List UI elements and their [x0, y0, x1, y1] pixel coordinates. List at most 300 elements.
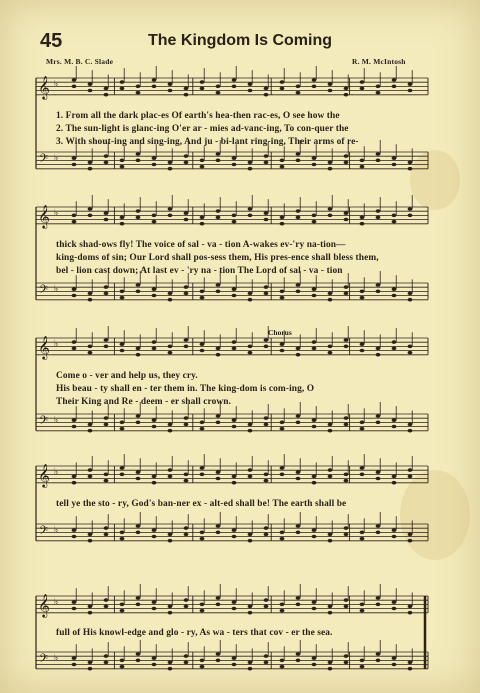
note	[152, 418, 157, 422]
note	[328, 667, 333, 671]
note	[136, 470, 141, 474]
note	[88, 423, 93, 427]
note	[120, 342, 125, 346]
note	[152, 425, 157, 429]
note	[184, 154, 189, 158]
note	[136, 216, 141, 220]
note	[264, 526, 269, 530]
note	[232, 156, 237, 160]
note	[296, 216, 301, 220]
note	[136, 85, 141, 89]
note	[248, 611, 253, 615]
note	[408, 605, 413, 609]
note	[280, 603, 285, 607]
note	[344, 218, 349, 222]
note	[248, 167, 253, 171]
note	[152, 663, 157, 667]
note	[136, 477, 141, 481]
note	[264, 292, 269, 296]
note	[296, 524, 301, 528]
note	[216, 347, 221, 351]
note	[344, 423, 349, 427]
note	[232, 78, 237, 82]
note	[136, 347, 141, 351]
note	[360, 531, 365, 535]
note	[392, 163, 397, 167]
note	[392, 220, 397, 224]
note	[200, 537, 205, 541]
hymn-number: 45	[40, 30, 63, 52]
note	[168, 533, 173, 537]
note	[136, 283, 141, 287]
note	[232, 481, 237, 485]
note	[296, 85, 301, 89]
note	[280, 159, 285, 163]
note	[392, 287, 397, 291]
note	[248, 429, 253, 433]
note	[104, 87, 109, 91]
note	[120, 466, 125, 470]
note	[360, 216, 365, 220]
note	[168, 298, 173, 302]
note	[88, 167, 93, 171]
note	[136, 652, 141, 656]
note	[136, 353, 141, 357]
note	[120, 159, 125, 163]
note	[72, 663, 77, 667]
note	[200, 466, 205, 470]
note	[232, 85, 237, 89]
note	[104, 605, 109, 609]
note	[184, 423, 189, 427]
note	[328, 167, 333, 171]
note	[280, 165, 285, 169]
note	[280, 427, 285, 431]
note	[376, 596, 381, 600]
note	[376, 353, 381, 357]
note	[72, 535, 77, 539]
lyric-line: Their King and Re - deem - er shall crown.	[56, 397, 232, 407]
note	[136, 524, 141, 528]
note	[328, 611, 333, 615]
note	[296, 347, 301, 351]
note	[296, 283, 301, 287]
note	[296, 290, 301, 294]
note	[104, 345, 109, 349]
note	[104, 93, 109, 97]
note	[168, 345, 173, 349]
note	[216, 283, 221, 287]
note	[72, 425, 77, 429]
note	[312, 600, 317, 604]
lyric-line: thick shad-ows fly! The voice of sal - va - tion A-wakes ev-'ry na-tion—	[56, 240, 346, 250]
note	[120, 87, 125, 91]
treble-clef: 𝄞	[38, 592, 50, 617]
note	[360, 609, 365, 613]
note	[312, 425, 317, 429]
note	[104, 292, 109, 296]
note	[232, 528, 237, 532]
note	[296, 477, 301, 481]
note	[312, 528, 317, 532]
note	[72, 481, 77, 485]
note	[88, 292, 93, 296]
note	[408, 475, 413, 479]
note	[264, 605, 269, 609]
note	[248, 605, 253, 609]
note	[136, 659, 141, 663]
note	[344, 154, 349, 158]
note	[360, 537, 365, 541]
note	[360, 296, 365, 300]
note	[376, 91, 381, 95]
note	[200, 659, 205, 663]
note	[312, 156, 317, 160]
note	[344, 93, 349, 97]
note	[296, 414, 301, 418]
note	[376, 470, 381, 474]
note	[392, 156, 397, 160]
flat-sign: ♭	[54, 339, 59, 350]
note	[312, 78, 317, 82]
note	[232, 163, 237, 167]
note	[184, 416, 189, 420]
note	[216, 524, 221, 528]
note	[280, 531, 285, 535]
note	[280, 473, 285, 477]
note	[152, 287, 157, 291]
lyric-line: king-doms of sin; Our Lord shall pos-sess them, His pres-ence shall bless them,	[56, 253, 379, 263]
note	[392, 535, 397, 539]
note	[360, 427, 365, 431]
note	[344, 473, 349, 477]
note	[72, 347, 77, 351]
note	[104, 416, 109, 420]
note	[216, 152, 221, 156]
note	[376, 290, 381, 294]
note	[408, 429, 413, 433]
note	[328, 82, 333, 86]
note	[392, 347, 397, 351]
note	[264, 218, 269, 222]
note	[376, 159, 381, 163]
note	[104, 661, 109, 665]
note	[216, 216, 221, 220]
note	[280, 537, 285, 541]
note	[104, 338, 109, 342]
note	[312, 294, 317, 298]
note	[152, 163, 157, 167]
note	[408, 351, 413, 355]
note	[152, 600, 157, 604]
flat-sign: ♭	[54, 208, 59, 219]
note	[104, 533, 109, 537]
treble-clef: 𝄞	[38, 74, 50, 99]
note	[296, 353, 301, 357]
note	[296, 91, 301, 95]
note	[344, 533, 349, 537]
note	[72, 340, 77, 344]
note	[200, 421, 205, 425]
note	[312, 340, 317, 344]
note	[360, 466, 365, 470]
note	[408, 214, 413, 218]
note	[72, 163, 77, 167]
note	[392, 340, 397, 344]
flat-sign: ♭	[54, 653, 59, 664]
note	[152, 214, 157, 218]
note	[88, 667, 93, 671]
note	[376, 347, 381, 351]
note	[344, 661, 349, 665]
note	[136, 531, 141, 535]
note	[248, 351, 253, 355]
note	[344, 338, 349, 342]
note	[376, 216, 381, 220]
note	[152, 340, 157, 344]
note	[152, 656, 157, 660]
note	[248, 423, 253, 427]
note	[184, 161, 189, 165]
note	[360, 80, 365, 84]
note	[344, 292, 349, 296]
note	[296, 531, 301, 535]
note	[408, 667, 413, 671]
note	[408, 533, 413, 537]
note	[72, 85, 77, 89]
note	[248, 298, 253, 302]
note	[312, 475, 317, 479]
note	[104, 218, 109, 222]
note	[184, 533, 189, 537]
note	[280, 665, 285, 669]
chorus-label: Chorus	[268, 328, 292, 337]
note	[408, 345, 413, 349]
note	[104, 285, 109, 289]
note	[264, 479, 269, 483]
note	[312, 607, 317, 611]
note	[312, 85, 317, 89]
note	[408, 161, 413, 165]
note	[328, 161, 333, 165]
note	[376, 283, 381, 287]
note	[152, 475, 157, 479]
note	[280, 659, 285, 663]
note	[344, 211, 349, 215]
note	[312, 347, 317, 351]
note	[104, 161, 109, 165]
note	[360, 665, 365, 669]
note	[264, 338, 269, 342]
note	[184, 218, 189, 222]
note	[88, 207, 93, 211]
note	[200, 165, 205, 169]
note	[232, 656, 237, 660]
note	[392, 78, 397, 82]
note	[184, 654, 189, 658]
note	[408, 298, 413, 302]
note	[168, 82, 173, 86]
note	[184, 473, 189, 477]
note	[88, 605, 93, 609]
note	[328, 605, 333, 609]
note	[376, 85, 381, 89]
note	[216, 531, 221, 535]
treble-clef: 𝄞	[38, 462, 50, 487]
flat-sign: ♭	[54, 153, 59, 164]
note	[216, 596, 221, 600]
note	[328, 298, 333, 302]
note	[312, 220, 317, 224]
note	[360, 165, 365, 169]
note	[136, 290, 141, 294]
note	[360, 421, 365, 425]
note	[120, 290, 125, 294]
bass-clef: 𝄢	[39, 652, 49, 669]
note	[280, 296, 285, 300]
note	[280, 342, 285, 346]
note	[72, 156, 77, 160]
note	[264, 416, 269, 420]
note	[104, 211, 109, 215]
note	[264, 345, 269, 349]
note	[88, 298, 93, 302]
note	[360, 290, 365, 294]
note	[328, 207, 333, 211]
hymn-title: The Kingdom Is Coming	[148, 32, 332, 49]
note	[200, 216, 205, 220]
note	[248, 661, 253, 665]
note	[408, 423, 413, 427]
note	[184, 605, 189, 609]
note	[216, 209, 221, 213]
note	[168, 214, 173, 218]
note	[120, 609, 125, 613]
note	[120, 473, 125, 477]
note	[152, 481, 157, 485]
bass-clef: 𝄢	[39, 152, 49, 169]
note	[392, 85, 397, 89]
note	[312, 163, 317, 167]
note	[88, 89, 93, 93]
note	[200, 349, 205, 353]
note	[232, 418, 237, 422]
note	[312, 535, 317, 539]
treble-clef: 𝄞	[38, 334, 50, 359]
note	[152, 607, 157, 611]
note	[136, 414, 141, 418]
lyric-line: 2. The sun-light is glanc-ing O'er ar - mies ad-vanc-ing, To con-quer the	[56, 124, 349, 134]
note	[376, 152, 381, 156]
note	[184, 93, 189, 97]
note	[216, 91, 221, 95]
note	[88, 351, 93, 355]
note	[120, 603, 125, 607]
note	[248, 292, 253, 296]
note	[88, 82, 93, 86]
note	[216, 353, 221, 357]
note	[120, 421, 125, 425]
note	[376, 477, 381, 481]
note	[120, 296, 125, 300]
note	[72, 220, 77, 224]
note	[72, 607, 77, 611]
note	[168, 539, 173, 543]
note	[136, 209, 141, 213]
note	[200, 665, 205, 669]
note	[344, 598, 349, 602]
flat-sign: ♭	[54, 525, 59, 536]
note	[152, 220, 157, 224]
note	[376, 414, 381, 418]
note	[264, 161, 269, 165]
note	[296, 652, 301, 656]
note	[120, 216, 125, 220]
note	[344, 526, 349, 530]
note	[120, 665, 125, 669]
note	[120, 531, 125, 535]
note	[184, 211, 189, 215]
note	[328, 468, 333, 472]
note	[296, 603, 301, 607]
note	[264, 93, 269, 97]
lyricist-credit: Mrs. M. B. C. Slade	[46, 57, 114, 66]
note	[88, 429, 93, 433]
note	[72, 600, 77, 604]
note	[392, 656, 397, 660]
note	[328, 475, 333, 479]
note	[152, 535, 157, 539]
note	[248, 82, 253, 86]
note	[200, 342, 205, 346]
note	[152, 528, 157, 532]
note	[152, 347, 157, 351]
note	[408, 207, 413, 211]
note	[392, 475, 397, 479]
note	[232, 294, 237, 298]
note	[360, 659, 365, 663]
note	[232, 663, 237, 667]
note	[264, 87, 269, 91]
note	[328, 661, 333, 665]
note	[408, 611, 413, 615]
note	[200, 473, 205, 477]
note	[184, 338, 189, 342]
note	[216, 85, 221, 89]
note	[136, 91, 141, 95]
note	[280, 216, 285, 220]
note	[88, 345, 93, 349]
note	[104, 473, 109, 477]
note	[168, 468, 173, 472]
note	[168, 161, 173, 165]
bass-clef: 𝄢	[39, 414, 49, 431]
note	[168, 429, 173, 433]
note	[360, 342, 365, 346]
note	[216, 603, 221, 607]
note	[200, 159, 205, 163]
note	[72, 214, 77, 218]
note	[136, 596, 141, 600]
note	[344, 285, 349, 289]
note	[88, 214, 93, 218]
note	[408, 167, 413, 171]
note	[184, 87, 189, 91]
note	[216, 659, 221, 663]
lyric-line: 3. With shout-ing and sing-ing, And ju - bi-lant ring-ing, Their arms of re-	[56, 137, 359, 147]
note	[184, 479, 189, 483]
note	[264, 285, 269, 289]
